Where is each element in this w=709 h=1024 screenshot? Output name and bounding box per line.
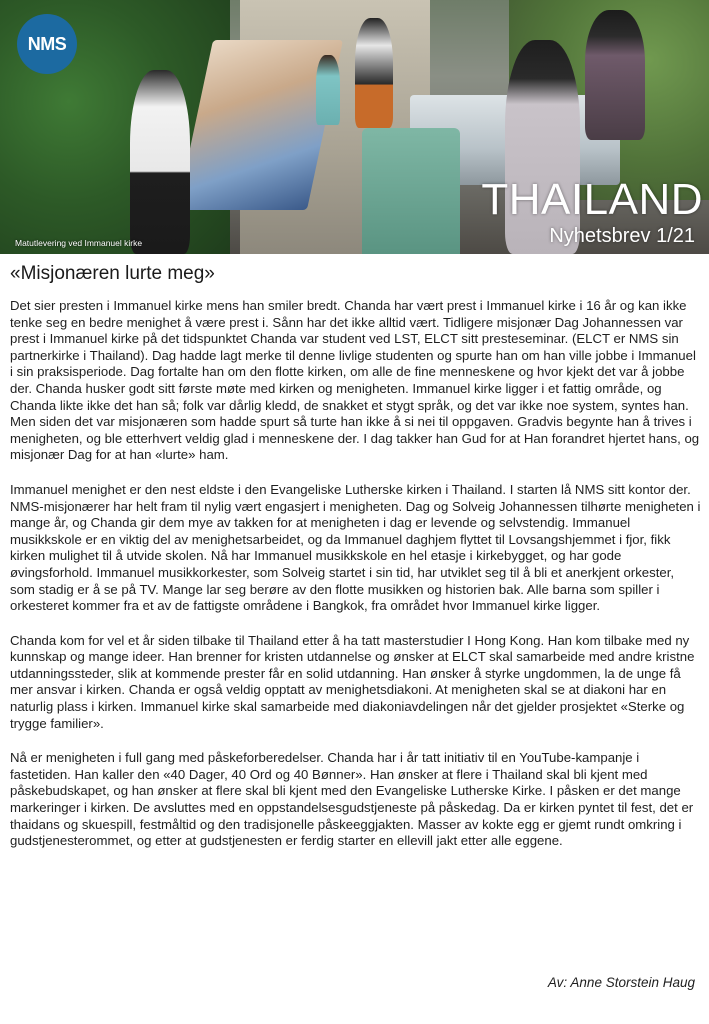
header-photo	[0, 0, 709, 254]
newsletter-issue: Nyhetsbrev 1/21	[549, 225, 695, 247]
nms-logo	[17, 14, 77, 74]
article-paragraph: Chanda kom for vel et år siden tilbake til Thailand etter å ha tatt masterstudier I Hong Kong. Han kom tilbake med ny kunnskap og mange ideer. Han brenner for kristen utdannelse og ønsker at ELCT skal samarbeide med andre kristne utdanningssteder, slik at kommende prester får en solid utdanning. Han ønsker å styrke ungdommen, la de unge få mer ansvar i kirken. Chanda er også veldig opptatt av menighetsdiakoni. At menigheten skal se at diakoni har en naturlig plass i kirken. Immanuel kirke skal samarbeide med diakoniavdelingen når det gjelder prosjektet «Sterke og trygge familier».	[10, 632, 695, 731]
photo-person	[585, 10, 645, 140]
article-body	[10, 298, 702, 868]
article-paragraph: Det sier presten i Immanuel kirke mens han smiler bredt. Chanda har vært prest i Immanuel kirke i 16 år og kan ikke tenke seg en bedre menighet å være prest i. Sånn har det ikke alltid vært. Tidligere misjonær Dag Johannessen var prest i Immanuel kirke på det tidspunktet Chanda var student ved LST, ELCT sitt presteseminar. (ELCT er NMS sin partnerkirke i Thailand). Dag hadde lagt merke til denne livlige studenten og spurte han om han ville jobbe i Immanuel i sin praksisperiode. Dag fortalte han om den flotte kirken, om alle de fine menneskene og hvor kjekt det var å jobbe der. Chanda husker godt sitt første møte med kirken og menigheten. Immanuel kirke ligger i et fattig område, og Chanda likte ikke det han så; folk var dårlig kledd, de snakket et stygt språk, og det var ikke noe system, syntes han. Men siden det var misjonæren som hadde spurt så turte han ikke å si nei til oppgaven. Gradvis begynte han å trives i menigheten, og ble etterhvert veldig glad i menneskene der. I dag takker han Gud for at Han forandret hjertet hans, og misjonær Dag for at han «lurte» ham.	[10, 298, 700, 463]
article-title: «Misjonæren lurte meg»	[10, 263, 215, 284]
photo-person	[130, 70, 190, 254]
photo-caption: Matutlevering ved Immanuel kirke	[15, 238, 143, 248]
photo-green-cloth	[362, 128, 460, 254]
article-byline: Av: Anne Storstein Haug	[547, 975, 695, 990]
logo-text: NMS	[27, 33, 67, 54]
article-paragraph: Immanuel menighet er den nest eldste i den Evangeliske Lutherske kirken i Thailand. I starten lå NMS sitt kontor der. NMS-misjonærer har helt fram til nylig vært engasjert i menigheten. Dag og Solveig Johannessen tilhørte menigheten i mange år, og Chanda gir dem mye av takken for at menigheten i dag er levende og selvstendig. Immanuel musikkskole er en viktig del av menighetsarbeidet, og da Immanuel daghjem flyttet til Lovsangshjemmet i fjor, fikk kirken mulighet til å utvide skolen. Nå har Immanuel musikkskole en hel etasje i kirkebygget, og har gode øvingsforhold. Immanuel musikkorkester, som Solveig startet i sin tid, har utviklet seg til å bli et anerkjent orkester, som stadig er å se på TV. Mange lar seg berøre av den flotte musikken og historien bak. Alle barna som spiller i orkesteret kommer fra et av de fattigste områdene i Bangkok, fra området hvor Immanuel kirke ligger.	[10, 481, 701, 614]
photo-person	[355, 18, 393, 128]
country-title: THAILAND	[481, 175, 703, 224]
photo-child	[316, 55, 340, 125]
article-paragraph: Nå er menigheten i full gang med påskeforberedelser. Chanda har i år tatt initiativ til en YouTube-kampanje i fastetiden. Han kaller den «40 Dager, 40 Ord og 40 Bønner». Han ønsker at flere i Thailand skal bli kjent med påskebudskapet, og han ønsker at flere skal bli kjent med den Evangeliske Lutherske Kirke. I påsken er det mange markeringer i kirken. De avsluttes med en oppstandelsesgudstjeneste på påskedag. Da er kirken pyntet til fest, det er thaidans og skuespill, festmåltid og den tradisjonelle påskeeggjakten. Masser av kokte egg er gjemt rundt omkring i gudstjenesterommet, og etter at gudstjenesten er ferdig starter en ellevill jakt etter alle eggene.	[10, 750, 694, 849]
